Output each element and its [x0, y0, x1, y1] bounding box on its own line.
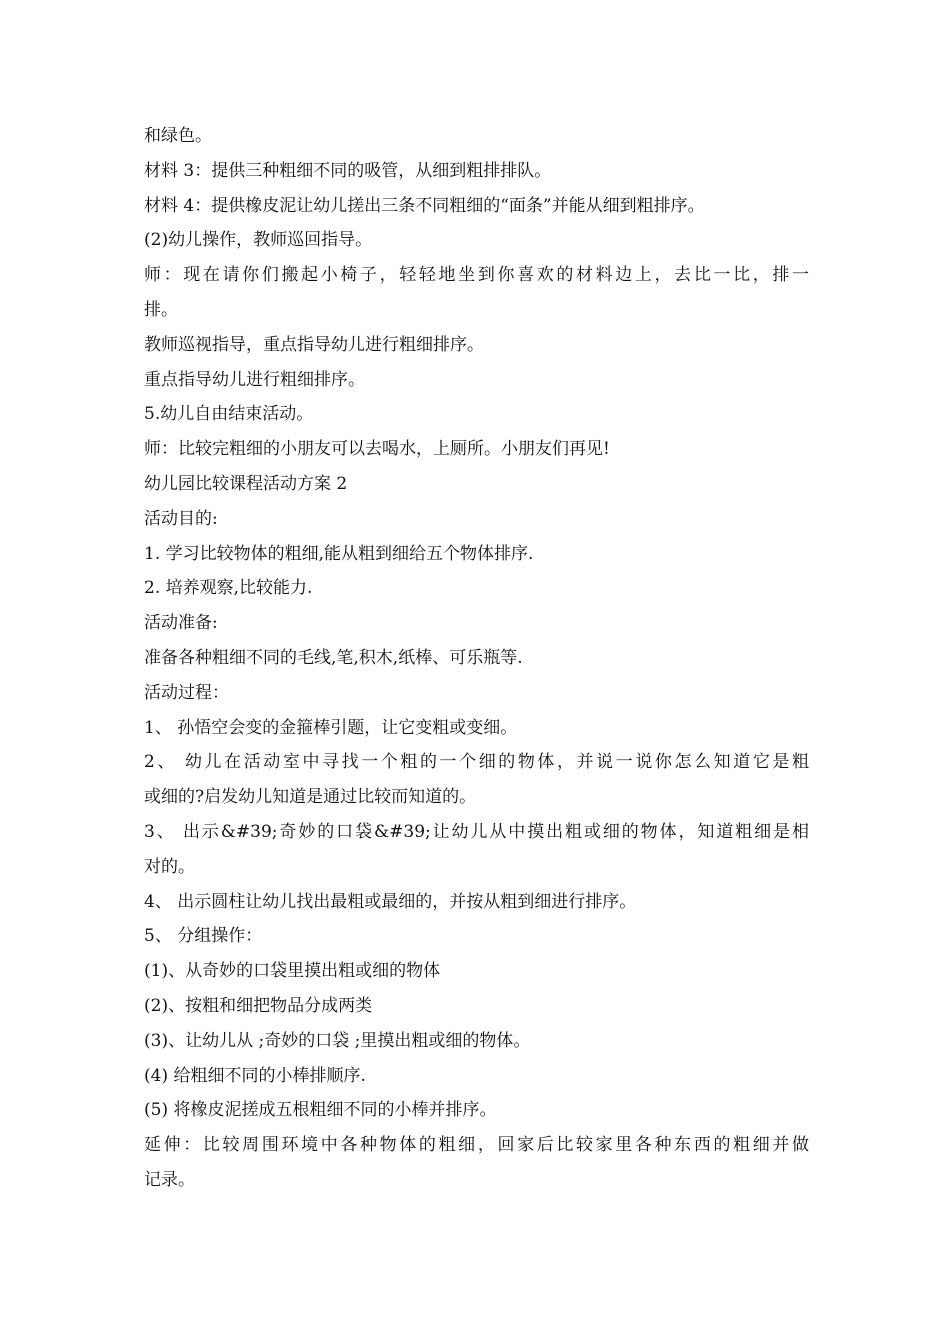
text-line: 活动目的:	[144, 508, 218, 529]
text-line: (5) 将橡皮泥搓成五根粗细不同的小棒并排序。	[144, 1100, 497, 1121]
text-line: 材料 3：提供三种粗细不同的吸管，从细到粗排排队。	[144, 160, 552, 181]
text-line: 师：现在请你们搬起小椅子，轻轻地坐到你喜欢的材料边上，去比一比，排一	[144, 265, 809, 286]
text-line: (1)、从奇妙的口袋里摸出粗或细的物体	[144, 961, 441, 982]
text-line: 教师巡视指导，重点指导幼儿进行粗细排序。	[144, 334, 484, 355]
text-line: 4、 出示圆柱让幼儿找出最粗或最细的，并按从粗到细进行排序。	[144, 891, 637, 912]
text-line: 师：比较完粗细的小朋友可以去喝水，上厕所。小朋友们再见!	[144, 439, 610, 460]
text-line: 5.幼儿自由结束活动。	[144, 404, 314, 425]
section-heading: 幼儿园比较课程活动方案 2	[144, 473, 348, 494]
text-line: (2)幼儿操作，教师巡回指导。	[144, 230, 373, 251]
text-line: 记录。	[144, 1169, 195, 1190]
text-line: 活动过程：	[144, 682, 229, 703]
text-line: 重点指导幼儿进行粗细排序。	[144, 369, 365, 390]
text-line: 材料 4：提供橡皮泥让幼儿搓出三条不同粗细的“面条”并能从细到粗排序。	[144, 195, 705, 216]
text-line: 5、 分组操作：	[144, 926, 263, 947]
text-line: 延伸：比较周围环境中各种物体的粗细，回家后比较家里各种东西的粗细并做	[144, 1135, 809, 1156]
text-line: (3)、让幼儿从 ;奇妙的口袋 ;里摸出粗或细的物体。	[144, 1030, 531, 1051]
text-line: (2)、按粗和细把物品分成两类	[144, 995, 373, 1016]
document-body	[144, 119, 809, 1198]
text-line: 1、 孙悟空会变的金箍棒引题，让它变粗或变细。	[144, 717, 518, 738]
text-line: 和绿色。	[144, 126, 212, 146]
text-line: 准备各种粗细不同的毛线,笔,积木,纸棒、可乐瓶等.	[144, 647, 523, 668]
text-line: (4) 给粗细不同的小棒排顺序.	[144, 1065, 366, 1086]
text-line: 对的。	[144, 856, 195, 877]
text-line: 1. 学习比较物体的粗细,能从粗到细给五个物体排序.	[144, 543, 534, 564]
text-line: 或细的?启发幼儿知道是通过比较而知道的。	[144, 787, 477, 808]
text-line: 2、 幼儿在活动室中寻找一个粗的一个细的物体，并说一说你怎么知道它是粗	[144, 752, 809, 773]
text-line: 排。	[144, 299, 178, 320]
text-line: 3、 出示&#39;奇妙的口袋&#39;让幼儿从中摸出粗或细的物体，知道粗细是相	[144, 821, 809, 842]
text-line: 2. 培养观察,比较能力.	[144, 578, 313, 599]
text-line: 活动准备:	[144, 613, 218, 634]
